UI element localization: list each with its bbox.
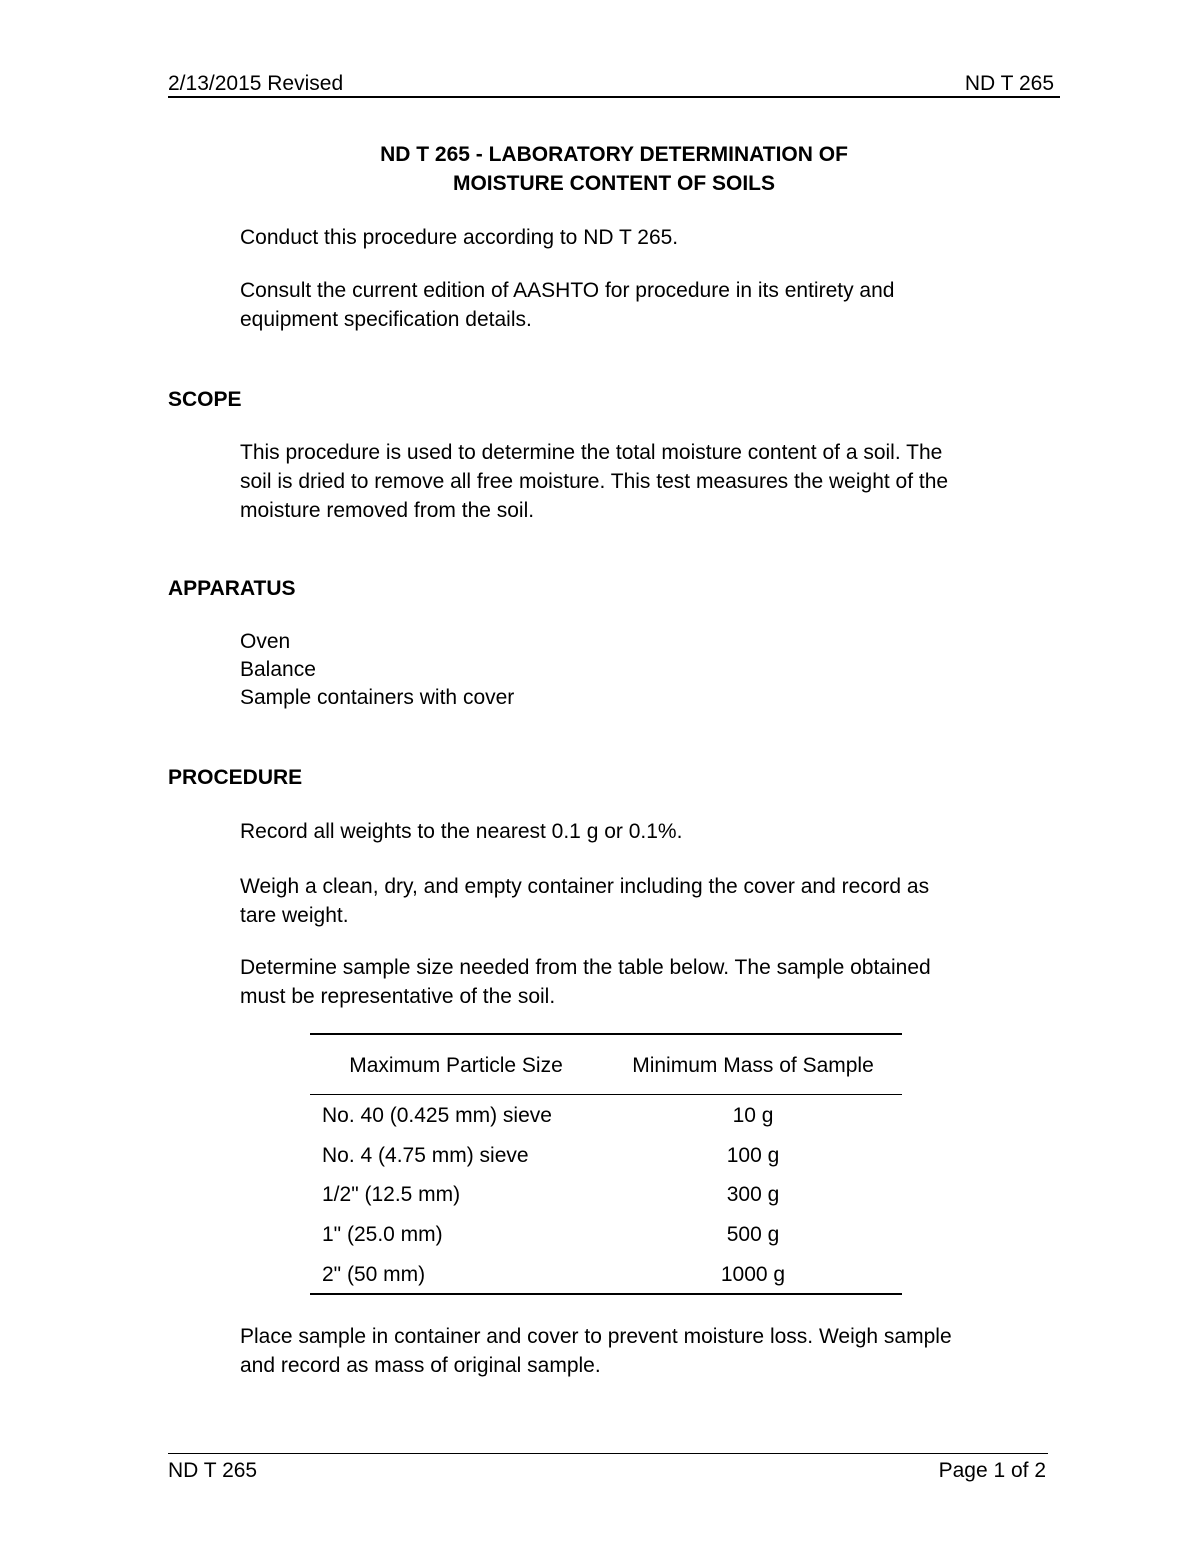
footer-doc-id: ND T 265 xyxy=(168,1459,258,1482)
table-top-rule xyxy=(310,1033,902,1035)
header-date: 2/13/2015 Revised xyxy=(168,72,344,95)
table-header-particle-size: Maximum Particle Size xyxy=(349,1054,563,1077)
footer-rule xyxy=(168,1453,1048,1454)
table-cell-particle-size: 1/2" (12.5 mm) xyxy=(322,1183,461,1206)
procedure-heading: PROCEDURE xyxy=(168,766,303,789)
procedure-paragraph-4: Place sample in container and cover to prevent moisture loss. Weigh sample and record as mass of original sample. xyxy=(240,1325,952,1377)
table-cell-minimum-mass: 10 g xyxy=(732,1104,774,1127)
table-cell-minimum-mass: 300 g xyxy=(726,1183,780,1206)
intro-paragraph-2: Consult the current edition of AASHTO for procedure in its entirety and equipment specification details. xyxy=(240,279,895,331)
table-cell-particle-size: 2" (50 mm) xyxy=(322,1263,426,1286)
table-header-minimum-mass: Minimum Mass of Sample xyxy=(632,1054,874,1077)
procedure-paragraph-2: Weigh a clean, dry, and empty container including the cover and record as tare weight. xyxy=(240,875,930,927)
list-item: Sample containers with cover xyxy=(240,686,515,709)
scope-heading: SCOPE xyxy=(168,388,242,411)
table-header-rule xyxy=(310,1094,902,1095)
list-item: Oven xyxy=(240,630,291,653)
scope-paragraph: This procedure is used to determine the total moisture content of a soil. The soil is dried to remove all free moisture. This test measures the weight of the moisture removed from the soil. xyxy=(240,441,949,522)
apparatus-heading: APPARATUS xyxy=(168,577,296,600)
table-cell-particle-size: No. 40 (0.425 mm) sieve xyxy=(322,1104,552,1127)
table-bottom-rule xyxy=(310,1293,902,1295)
intro-paragraph-1: Conduct this procedure according to ND T 265. xyxy=(240,226,679,249)
table-cell-minimum-mass: 500 g xyxy=(726,1223,780,1246)
table-cell-minimum-mass: 100 g xyxy=(726,1144,780,1167)
procedure-paragraph-3: Determine sample size needed from the table below. The sample obtained must be representative of the soil. xyxy=(240,956,931,1008)
document-title-line-2: MOISTURE CONTENT OF SOILS xyxy=(452,172,775,195)
apparatus-list xyxy=(240,628,1060,712)
list-item: Balance xyxy=(240,658,316,681)
document-title-line-1: ND T 265 - LABORATORY DETERMINATION OF xyxy=(380,143,848,166)
header-rule xyxy=(168,96,1060,98)
footer-page-number: Page 1 of 2 xyxy=(938,1459,1046,1482)
header-doc-id: ND T 265 xyxy=(964,72,1054,95)
table-cell-particle-size: No. 4 (4.75 mm) sieve xyxy=(322,1144,529,1167)
table-cell-minimum-mass: 1000 g xyxy=(720,1263,786,1286)
procedure-paragraph-1: Record all weights to the nearest 0.1 g or 0.1%. xyxy=(240,820,683,843)
table-cell-particle-size: 1" (25.0 mm) xyxy=(322,1223,443,1246)
